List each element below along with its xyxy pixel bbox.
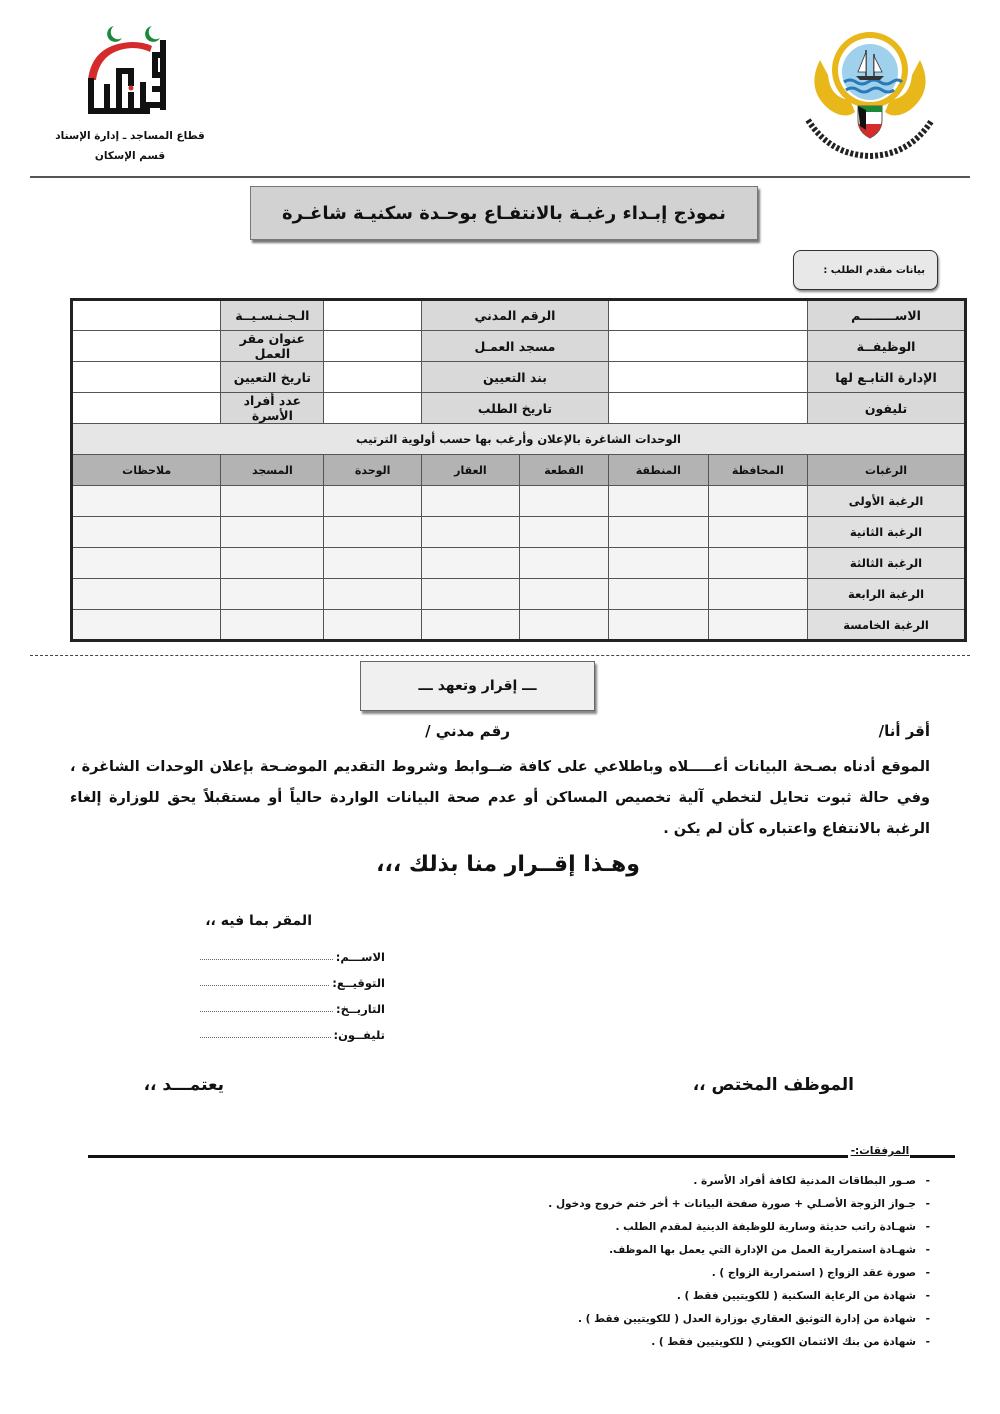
preference-row	[72, 517, 966, 548]
col-unit: الوحدة	[324, 455, 421, 486]
col-notes: ملاحظات	[72, 455, 221, 486]
preference-label: الرغبة الخامسة	[808, 610, 966, 641]
work-mosque-field[interactable]	[324, 331, 421, 362]
job-field[interactable]	[609, 331, 808, 362]
col-preferences: الرغبات	[808, 455, 966, 486]
preference-row	[72, 610, 966, 641]
info-row	[72, 362, 966, 393]
pref3-property[interactable]	[421, 548, 519, 579]
nationality-field[interactable]	[72, 300, 221, 331]
preference-label: الرغبة الرابعة	[808, 579, 966, 610]
pref4-unit[interactable]	[324, 579, 421, 610]
preference-row	[72, 486, 966, 517]
request-date-field[interactable]	[324, 393, 421, 424]
signature-label: التوقيــع:	[332, 976, 385, 990]
attachment-item: -صورة عقد الزواج ( استمرارية الزواج ) .	[711, 1267, 930, 1279]
label-department: الإدارة التابـع لها	[808, 362, 966, 393]
preference-label: الرغبة الثالثة	[808, 548, 966, 579]
units-header-row	[72, 455, 966, 486]
attachments-title: المرفقات:-	[850, 1145, 910, 1157]
col-area: المنطقة	[609, 455, 709, 486]
phone-field[interactable]	[609, 393, 808, 424]
ministry-emblem	[800, 20, 940, 160]
dashed-separator	[30, 655, 970, 656]
signer-name-row	[200, 944, 385, 964]
masajid-logo-icon	[82, 22, 182, 120]
pref2-block[interactable]	[519, 517, 608, 548]
appointment-date-field[interactable]	[72, 362, 221, 393]
pref3-area[interactable]	[609, 548, 709, 579]
label-job: الوظيفــة	[808, 331, 966, 362]
attachments-rule	[88, 1155, 848, 1158]
pref2-area[interactable]	[609, 517, 709, 548]
i-declare-label: أقر أنا/	[878, 722, 930, 740]
units-banner-row	[72, 424, 966, 455]
work-address-field[interactable]	[72, 331, 221, 362]
pref4-property[interactable]	[421, 579, 519, 610]
signature-field[interactable]	[200, 985, 329, 986]
pledge-title: ـــ إقرار وتعهد ـــ	[360, 661, 595, 711]
info-row	[72, 331, 966, 362]
attachment-item: -شهـادة راتب حديثة وسارية للوظيفة الدينية لمقدم الطلب .	[615, 1221, 930, 1233]
pref2-notes[interactable]	[72, 517, 221, 548]
label-appointment-date: تاريخ التعيين	[221, 362, 324, 393]
pref4-governorate[interactable]	[708, 579, 807, 610]
label-request-date: تاريخ الطلب	[421, 393, 608, 424]
family-count-field[interactable]	[72, 393, 221, 424]
pref5-notes[interactable]	[72, 610, 221, 641]
pref4-block[interactable]	[519, 579, 608, 610]
col-governorate: المحافظة	[708, 455, 807, 486]
pref3-unit[interactable]	[324, 548, 421, 579]
attachment-item: -شهـادة استمرارية العمل من الإدارة التي يعمل بها الموظف.	[609, 1244, 930, 1256]
label-work-address: عنوان مقر العمل	[221, 331, 324, 362]
col-mosque: المسجد	[221, 455, 324, 486]
pref5-governorate[interactable]	[708, 610, 807, 641]
label-work-mosque: مسجد العمـل	[421, 331, 608, 362]
label-family-count: عدد أفراد الأسرة	[221, 393, 324, 424]
kuwait-emblem-icon	[800, 20, 940, 160]
date-row	[200, 996, 385, 1016]
label-appointment-item: بند التعيين	[421, 362, 608, 393]
pref1-mosque[interactable]	[221, 486, 324, 517]
pref1-area[interactable]	[609, 486, 709, 517]
pref3-governorate[interactable]	[708, 548, 807, 579]
pref1-unit[interactable]	[324, 486, 421, 517]
phone-sign-field[interactable]	[200, 1037, 331, 1038]
info-row	[72, 300, 966, 331]
pref4-area[interactable]	[609, 579, 709, 610]
signature-row	[200, 970, 385, 990]
label-nationality: الـجـنـسـيــة	[221, 300, 324, 331]
label-phone: تليفون	[808, 393, 966, 424]
pref2-mosque[interactable]	[221, 517, 324, 548]
attachments-list	[480, 1170, 930, 1354]
pref1-block[interactable]	[519, 486, 608, 517]
col-property: العقار	[421, 455, 519, 486]
appointment-item-field[interactable]	[324, 362, 421, 393]
preference-row	[72, 579, 966, 610]
preference-row	[72, 548, 966, 579]
name-field[interactable]	[609, 300, 808, 331]
pref1-notes[interactable]	[72, 486, 221, 517]
pref4-notes[interactable]	[72, 579, 221, 610]
applicant-section-label: بيانات مقدم الطلب :	[793, 250, 938, 290]
pref5-mosque[interactable]	[221, 610, 324, 641]
pref5-area[interactable]	[609, 610, 709, 641]
approved-label: يعتمـــد ،،	[143, 1075, 224, 1095]
pref3-block[interactable]	[519, 548, 608, 579]
department-field[interactable]	[609, 362, 808, 393]
info-row	[72, 393, 966, 424]
form-title: نموذج إبـداء رغبـة بالانتفـاع بوحـدة سكنيـة شاغـرة	[250, 186, 758, 240]
col-block: القطعة	[519, 455, 608, 486]
officer-label: الموظف المختص ،،	[692, 1075, 854, 1095]
pref5-property[interactable]	[421, 610, 519, 641]
attachment-item: -صـور البطاقات المدنية لكافة أفراد الأسرة .	[693, 1175, 930, 1187]
attachment-item: -جـواز الزوجة الأصـلي + صورة صفحة البيانات + أخر ختم خروج ودخول .	[548, 1198, 930, 1210]
dept-line-section: قسم الإسكان	[94, 150, 166, 162]
civil-id-field[interactable]	[324, 300, 421, 331]
pref3-mosque[interactable]	[221, 548, 324, 579]
signer-title: المقر بما فيه ،،	[205, 913, 312, 929]
signer-name-label: الاســـم:	[335, 950, 385, 964]
pref2-property[interactable]	[421, 517, 519, 548]
date-field[interactable]	[200, 1011, 333, 1012]
phone-row	[200, 1022, 385, 1042]
pref4-mosque[interactable]	[221, 579, 324, 610]
dept-line-sector: قطاع المساجد ـ إدارة الإسناد	[55, 130, 205, 142]
applicant-info-table	[70, 298, 967, 642]
pref5-unit[interactable]	[324, 610, 421, 641]
pref1-governorate[interactable]	[708, 486, 807, 517]
attachment-item: -شهادة من إدارة التوثيق العقاري بوزارة العدل ( للكويتيين فقط ) .	[577, 1313, 930, 1325]
pref1-property[interactable]	[421, 486, 519, 517]
attachment-item: -شهادة من بنك الائتمان الكويتي ( للكويتيين فقط ) .	[651, 1336, 930, 1348]
preference-label: الرغبة الأولى	[808, 486, 966, 517]
pledge-paragraph: الموقع أدناه بصـحة البيانات أعـــــلاه وباطلاعي على كافة ضــوابط وشروط التقديم الموضـحة بإعلان الوحدات الشاغرة ، وفي حالة ثبوت تحايل لتخطي آلية تخصيص المساكن أو عدم صحة البيانات الواردة حالياً أو مستقبلاً يحق للوزارة إلغاء الرغبة بالانتفاع واعتباره كأن لم يكن .	[70, 759, 930, 837]
pref2-governorate[interactable]	[708, 517, 807, 548]
signer-name-field[interactable]	[200, 959, 333, 960]
phone-label: تليفــون:	[333, 1028, 385, 1042]
masajid-logo	[82, 22, 182, 120]
pledge-closing: وهـذا إقــرار منا بذلك ،،،	[376, 852, 640, 877]
header-divider	[30, 176, 970, 178]
label-civil-id: الرقم المدني	[421, 300, 608, 331]
date-label: التاريــخ:	[336, 1002, 385, 1016]
label-name: الاســــــــم	[808, 300, 966, 331]
pref5-block[interactable]	[519, 610, 608, 641]
attachments-rule-short	[910, 1155, 955, 1158]
units-banner: الوحدات الشاغرة بالإعلان وأرغب بها حسب أولوية الترتيب	[72, 424, 966, 455]
attachment-item: -شهادة من الرعاية السكنية ( للكويتيين فقط ) .	[676, 1290, 930, 1302]
pref3-notes[interactable]	[72, 548, 221, 579]
pref2-unit[interactable]	[324, 517, 421, 548]
civil-id-label: رقم مدني /	[425, 722, 510, 740]
preference-label: الرغبة الثانية	[808, 517, 966, 548]
